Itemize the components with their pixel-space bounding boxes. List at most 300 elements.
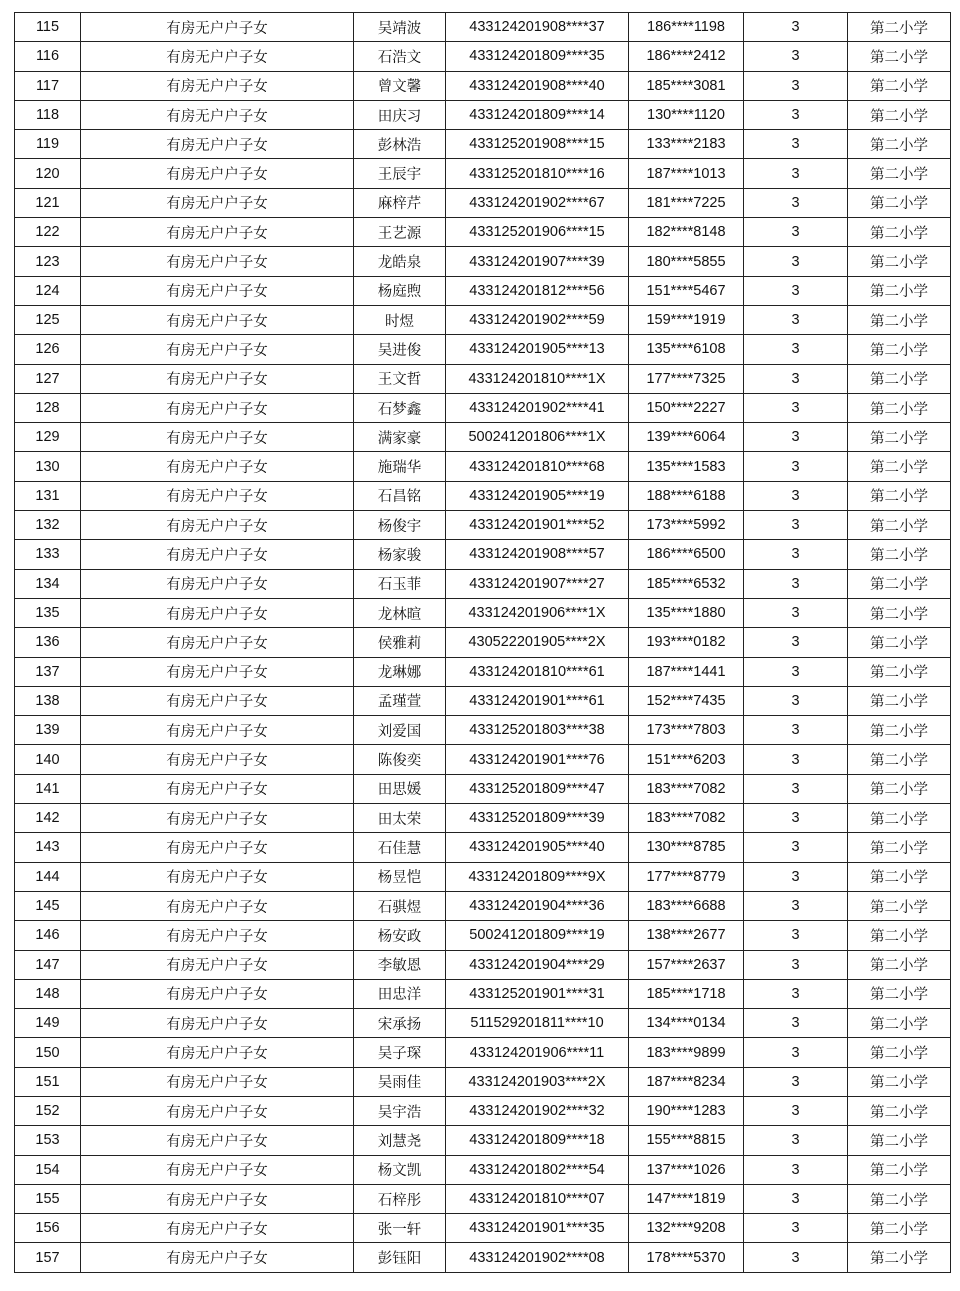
table-row: [15, 1155, 951, 1184]
cell-grade: 3: [744, 13, 848, 42]
cell-number: 147: [15, 950, 81, 979]
cell-number: 125: [15, 305, 81, 334]
cell-school: 第二小学: [848, 364, 951, 393]
cell-id-number: 430522201905****2X: [446, 628, 629, 657]
cell-id-number: 433124201810****61: [446, 657, 629, 686]
cell-phone: 177****7325: [629, 364, 744, 393]
cell-name: 吴子琛: [354, 1038, 446, 1067]
cell-school: 第二小学: [848, 100, 951, 129]
cell-id-number: 433125201906****15: [446, 218, 629, 247]
cell-number: 142: [15, 804, 81, 833]
cell-school: 第二小学: [848, 71, 951, 100]
cell-name: 宋承扬: [354, 1009, 446, 1038]
table-row: [15, 1214, 951, 1243]
cell-school: 第二小学: [848, 628, 951, 657]
cell-grade: 3: [744, 364, 848, 393]
cell-name: 杨庭煦: [354, 276, 446, 305]
cell-phone: 138****2677: [629, 921, 744, 950]
cell-category: 有房无户户子女: [81, 774, 354, 803]
cell-grade: 3: [744, 511, 848, 540]
cell-grade: 3: [744, 276, 848, 305]
cell-number: 115: [15, 13, 81, 42]
table-row: [15, 159, 951, 188]
table-row: [15, 452, 951, 481]
cell-category: 有房无户户子女: [81, 276, 354, 305]
cell-name: 吴宇浩: [354, 1096, 446, 1125]
table-row: [15, 218, 951, 247]
cell-school: 第二小学: [848, 1184, 951, 1213]
cell-category: 有房无户户子女: [81, 745, 354, 774]
cell-grade: 3: [744, 921, 848, 950]
cell-grade: 3: [744, 1214, 848, 1243]
cell-school: 第二小学: [848, 950, 951, 979]
cell-name: 石玉菲: [354, 569, 446, 598]
cell-name: 吴进俊: [354, 335, 446, 364]
cell-category: 有房无户户子女: [81, 511, 354, 540]
cell-grade: 3: [744, 1009, 848, 1038]
cell-category: 有房无户户子女: [81, 716, 354, 745]
cell-name: 刘爱国: [354, 716, 446, 745]
cell-school: 第二小学: [848, 569, 951, 598]
table-row: [15, 1184, 951, 1213]
cell-school: 第二小学: [848, 1126, 951, 1155]
cell-grade: 3: [744, 481, 848, 510]
cell-phone: 178****5370: [629, 1243, 744, 1272]
cell-number: 139: [15, 716, 81, 745]
cell-name: 田思媛: [354, 774, 446, 803]
cell-category: 有房无户户子女: [81, 247, 354, 276]
cell-name: 王文哲: [354, 364, 446, 393]
cell-grade: 3: [744, 862, 848, 891]
table-row: [15, 42, 951, 71]
cell-category: 有房无户户子女: [81, 452, 354, 481]
cell-id-number: 433124201901****35: [446, 1214, 629, 1243]
cell-phone: 133****2183: [629, 130, 744, 159]
cell-category: 有房无户户子女: [81, 364, 354, 393]
cell-name: 侯雅莉: [354, 628, 446, 657]
cell-id-number: 433124201802****54: [446, 1155, 629, 1184]
table-row: [15, 745, 951, 774]
cell-category: 有房无户户子女: [81, 393, 354, 422]
cell-id-number: 433124201908****37: [446, 13, 629, 42]
cell-name: 杨安政: [354, 921, 446, 950]
cell-number: 157: [15, 1243, 81, 1272]
table-row: [15, 1009, 951, 1038]
cell-category: 有房无户户子女: [81, 540, 354, 569]
cell-number: 153: [15, 1126, 81, 1155]
cell-name: 龙琳娜: [354, 657, 446, 686]
cell-name: 麻梓芹: [354, 188, 446, 217]
cell-grade: 3: [744, 891, 848, 920]
cell-name: 石骐煜: [354, 891, 446, 920]
cell-number: 154: [15, 1155, 81, 1184]
cell-id-number: 433124201904****29: [446, 950, 629, 979]
cell-number: 132: [15, 511, 81, 540]
cell-id-number: 433124201809****9X: [446, 862, 629, 891]
cell-phone: 173****7803: [629, 716, 744, 745]
cell-grade: 3: [744, 1184, 848, 1213]
cell-school: 第二小学: [848, 862, 951, 891]
table-row: [15, 628, 951, 657]
cell-category: 有房无户户子女: [81, 42, 354, 71]
cell-category: 有房无户户子女: [81, 71, 354, 100]
cell-number: 146: [15, 921, 81, 950]
cell-category: 有房无户户子女: [81, 13, 354, 42]
table-row: [15, 130, 951, 159]
cell-id-number: 433124201905****13: [446, 335, 629, 364]
cell-number: 143: [15, 833, 81, 862]
cell-id-number: 433124201904****36: [446, 891, 629, 920]
cell-phone: 193****0182: [629, 628, 744, 657]
cell-grade: 3: [744, 218, 848, 247]
cell-number: 116: [15, 42, 81, 71]
table-row: [15, 305, 951, 334]
cell-name: 杨昱恺: [354, 862, 446, 891]
cell-category: 有房无户户子女: [81, 891, 354, 920]
cell-category: 有房无户户子女: [81, 833, 354, 862]
cell-school: 第二小学: [848, 247, 951, 276]
cell-id-number: 433124201905****19: [446, 481, 629, 510]
cell-number: 148: [15, 979, 81, 1008]
cell-grade: 3: [744, 1155, 848, 1184]
cell-category: 有房无户户子女: [81, 1184, 354, 1213]
cell-id-number: 433124201902****59: [446, 305, 629, 334]
cell-category: 有房无户户子女: [81, 979, 354, 1008]
cell-number: 121: [15, 188, 81, 217]
cell-phone: 186****1198: [629, 13, 744, 42]
cell-id-number: 433124201902****08: [446, 1243, 629, 1272]
cell-category: 有房无户户子女: [81, 159, 354, 188]
cell-id-number: 433124201810****68: [446, 452, 629, 481]
cell-id-number: 433124201908****40: [446, 71, 629, 100]
cell-id-number: 433124201810****1X: [446, 364, 629, 393]
cell-category: 有房无户户子女: [81, 921, 354, 950]
cell-id-number: 433124201906****1X: [446, 598, 629, 627]
cell-number: 152: [15, 1096, 81, 1125]
cell-number: 138: [15, 686, 81, 715]
cell-school: 第二小学: [848, 188, 951, 217]
cell-number: 131: [15, 481, 81, 510]
cell-grade: 3: [744, 628, 848, 657]
cell-category: 有房无户户子女: [81, 1038, 354, 1067]
cell-grade: 3: [744, 540, 848, 569]
cell-id-number: 433124201902****67: [446, 188, 629, 217]
cell-school: 第二小学: [848, 1038, 951, 1067]
cell-school: 第二小学: [848, 804, 951, 833]
table-row: [15, 335, 951, 364]
cell-name: 田庆习: [354, 100, 446, 129]
cell-number: 126: [15, 335, 81, 364]
cell-id-number: 433124201809****18: [446, 1126, 629, 1155]
cell-grade: 3: [744, 716, 848, 745]
table-row: [15, 891, 951, 920]
cell-name: 曾文馨: [354, 71, 446, 100]
cell-school: 第二小学: [848, 686, 951, 715]
cell-name: 彭林浩: [354, 130, 446, 159]
cell-grade: 3: [744, 979, 848, 1008]
cell-grade: 3: [744, 71, 848, 100]
cell-category: 有房无户户子女: [81, 569, 354, 598]
cell-id-number: 500241201809****19: [446, 921, 629, 950]
cell-name: 张一轩: [354, 1214, 446, 1243]
cell-id-number: 433124201906****11: [446, 1038, 629, 1067]
cell-grade: 3: [744, 1096, 848, 1125]
cell-phone: 185****3081: [629, 71, 744, 100]
cell-school: 第二小学: [848, 1096, 951, 1125]
cell-id-number: 433124201809****35: [446, 42, 629, 71]
cell-phone: 130****1120: [629, 100, 744, 129]
roster-body: [15, 13, 951, 1273]
cell-school: 第二小学: [848, 423, 951, 452]
cell-category: 有房无户户子女: [81, 686, 354, 715]
cell-phone: 157****2637: [629, 950, 744, 979]
cell-id-number: 433124201902****32: [446, 1096, 629, 1125]
cell-id-number: 511529201811****10: [446, 1009, 629, 1038]
cell-school: 第二小学: [848, 276, 951, 305]
cell-id-number: 433125201908****15: [446, 130, 629, 159]
table-row: [15, 481, 951, 510]
cell-phone: 177****8779: [629, 862, 744, 891]
cell-category: 有房无户户子女: [81, 1243, 354, 1272]
cell-phone: 186****6500: [629, 540, 744, 569]
cell-id-number: 433124201809****14: [446, 100, 629, 129]
table-row: [15, 657, 951, 686]
cell-school: 第二小学: [848, 1214, 951, 1243]
roster-table: [14, 12, 951, 1273]
table-row: [15, 774, 951, 803]
cell-id-number: 433124201903****2X: [446, 1067, 629, 1096]
cell-category: 有房无户户子女: [81, 950, 354, 979]
cell-id-number: 433124201901****61: [446, 686, 629, 715]
cell-category: 有房无户户子女: [81, 804, 354, 833]
cell-grade: 3: [744, 188, 848, 217]
cell-id-number: 433124201908****57: [446, 540, 629, 569]
cell-school: 第二小学: [848, 745, 951, 774]
cell-school: 第二小学: [848, 716, 951, 745]
table-row: [15, 804, 951, 833]
table-row: [15, 188, 951, 217]
cell-school: 第二小学: [848, 452, 951, 481]
cell-number: 129: [15, 423, 81, 452]
cell-name: 龙皓泉: [354, 247, 446, 276]
cell-number: 117: [15, 71, 81, 100]
table-row: [15, 569, 951, 598]
cell-name: 石梦鑫: [354, 393, 446, 422]
cell-category: 有房无户户子女: [81, 628, 354, 657]
cell-number: 122: [15, 218, 81, 247]
cell-phone: 135****1583: [629, 452, 744, 481]
cell-school: 第二小学: [848, 393, 951, 422]
cell-number: 149: [15, 1009, 81, 1038]
table-row: [15, 71, 951, 100]
cell-grade: 3: [744, 100, 848, 129]
cell-phone: 187****1441: [629, 657, 744, 686]
cell-name: 石梓彤: [354, 1184, 446, 1213]
cell-name: 杨俊宇: [354, 511, 446, 540]
cell-phone: 137****1026: [629, 1155, 744, 1184]
cell-grade: 3: [744, 804, 848, 833]
cell-number: 137: [15, 657, 81, 686]
cell-id-number: 500241201806****1X: [446, 423, 629, 452]
cell-number: 145: [15, 891, 81, 920]
cell-school: 第二小学: [848, 159, 951, 188]
cell-name: 田忠洋: [354, 979, 446, 1008]
cell-category: 有房无户户子女: [81, 305, 354, 334]
cell-category: 有房无户户子女: [81, 1126, 354, 1155]
cell-grade: 3: [744, 247, 848, 276]
cell-id-number: 433124201901****76: [446, 745, 629, 774]
table-row: [15, 247, 951, 276]
cell-category: 有房无户户子女: [81, 1155, 354, 1184]
cell-school: 第二小学: [848, 833, 951, 862]
table-row: [15, 511, 951, 540]
cell-phone: 183****7082: [629, 804, 744, 833]
cell-school: 第二小学: [848, 540, 951, 569]
cell-school: 第二小学: [848, 891, 951, 920]
cell-grade: 3: [744, 393, 848, 422]
cell-name: 杨文凯: [354, 1155, 446, 1184]
cell-id-number: 433124201907****27: [446, 569, 629, 598]
cell-id-number: 433125201809****39: [446, 804, 629, 833]
cell-phone: 132****9208: [629, 1214, 744, 1243]
cell-category: 有房无户户子女: [81, 1009, 354, 1038]
table-row: [15, 1096, 951, 1125]
cell-grade: 3: [744, 130, 848, 159]
cell-name: 杨家骏: [354, 540, 446, 569]
table-row: [15, 833, 951, 862]
cell-name: 刘慧尧: [354, 1126, 446, 1155]
cell-name: 吴雨佳: [354, 1067, 446, 1096]
cell-category: 有房无户户子女: [81, 335, 354, 364]
cell-phone: 188****6188: [629, 481, 744, 510]
cell-school: 第二小学: [848, 1243, 951, 1272]
cell-phone: 183****9899: [629, 1038, 744, 1067]
cell-number: 136: [15, 628, 81, 657]
cell-id-number: 433124201812****56: [446, 276, 629, 305]
cell-name: 吴靖波: [354, 13, 446, 42]
cell-number: 151: [15, 1067, 81, 1096]
table-row: [15, 979, 951, 1008]
cell-school: 第二小学: [848, 511, 951, 540]
cell-school: 第二小学: [848, 305, 951, 334]
cell-category: 有房无户户子女: [81, 657, 354, 686]
cell-school: 第二小学: [848, 921, 951, 950]
cell-number: 118: [15, 100, 81, 129]
cell-category: 有房无户户子女: [81, 1067, 354, 1096]
table-row: [15, 364, 951, 393]
cell-category: 有房无户户子女: [81, 598, 354, 627]
cell-grade: 3: [744, 452, 848, 481]
cell-grade: 3: [744, 774, 848, 803]
cell-number: 120: [15, 159, 81, 188]
cell-number: 135: [15, 598, 81, 627]
cell-name: 田太荣: [354, 804, 446, 833]
cell-name: 王辰宇: [354, 159, 446, 188]
table-row: [15, 716, 951, 745]
cell-school: 第二小学: [848, 774, 951, 803]
cell-grade: 3: [744, 1038, 848, 1067]
cell-name: 施瑞华: [354, 452, 446, 481]
cell-name: 龙林暄: [354, 598, 446, 627]
cell-name: 彭钰阳: [354, 1243, 446, 1272]
cell-name: 石浩文: [354, 42, 446, 71]
cell-phone: 190****1283: [629, 1096, 744, 1125]
cell-number: 155: [15, 1184, 81, 1213]
table-row: [15, 1126, 951, 1155]
cell-phone: 139****6064: [629, 423, 744, 452]
roster-sheet: [14, 12, 950, 1273]
cell-grade: 3: [744, 1126, 848, 1155]
cell-school: 第二小学: [848, 130, 951, 159]
cell-phone: 185****1718: [629, 979, 744, 1008]
cell-phone: 130****8785: [629, 833, 744, 862]
cell-number: 156: [15, 1214, 81, 1243]
cell-id-number: 433125201809****47: [446, 774, 629, 803]
cell-grade: 3: [744, 657, 848, 686]
cell-school: 第二小学: [848, 979, 951, 1008]
cell-grade: 3: [744, 950, 848, 979]
cell-name: 孟瑾萱: [354, 686, 446, 715]
cell-grade: 3: [744, 598, 848, 627]
cell-name: 石佳慧: [354, 833, 446, 862]
table-row: [15, 1038, 951, 1067]
cell-school: 第二小学: [848, 335, 951, 364]
cell-phone: 135****6108: [629, 335, 744, 364]
table-row: [15, 1243, 951, 1272]
table-row: [15, 423, 951, 452]
cell-school: 第二小学: [848, 13, 951, 42]
cell-phone: 159****1919: [629, 305, 744, 334]
cell-phone: 180****5855: [629, 247, 744, 276]
cell-school: 第二小学: [848, 481, 951, 510]
cell-grade: 3: [744, 42, 848, 71]
cell-number: 150: [15, 1038, 81, 1067]
cell-school: 第二小学: [848, 218, 951, 247]
cell-grade: 3: [744, 335, 848, 364]
cell-number: 134: [15, 569, 81, 598]
table-row: [15, 100, 951, 129]
cell-grade: 3: [744, 305, 848, 334]
cell-id-number: 433125201803****38: [446, 716, 629, 745]
cell-phone: 152****7435: [629, 686, 744, 715]
cell-phone: 181****7225: [629, 188, 744, 217]
cell-name: 满家豪: [354, 423, 446, 452]
cell-grade: 3: [744, 1243, 848, 1272]
cell-phone: 186****2412: [629, 42, 744, 71]
cell-grade: 3: [744, 569, 848, 598]
cell-grade: 3: [744, 423, 848, 452]
cell-number: 124: [15, 276, 81, 305]
cell-category: 有房无户户子女: [81, 1096, 354, 1125]
cell-category: 有房无户户子女: [81, 130, 354, 159]
cell-phone: 187****8234: [629, 1067, 744, 1096]
cell-category: 有房无户户子女: [81, 1214, 354, 1243]
table-row: [15, 276, 951, 305]
cell-phone: 183****7082: [629, 774, 744, 803]
table-row: [15, 1067, 951, 1096]
cell-phone: 187****1013: [629, 159, 744, 188]
cell-number: 127: [15, 364, 81, 393]
cell-grade: 3: [744, 1067, 848, 1096]
table-row: [15, 921, 951, 950]
cell-id-number: 433124201902****41: [446, 393, 629, 422]
cell-phone: 182****8148: [629, 218, 744, 247]
cell-grade: 3: [744, 159, 848, 188]
cell-category: 有房无户户子女: [81, 188, 354, 217]
table-row: [15, 540, 951, 569]
cell-id-number: 433124201905****40: [446, 833, 629, 862]
cell-phone: 134****0134: [629, 1009, 744, 1038]
